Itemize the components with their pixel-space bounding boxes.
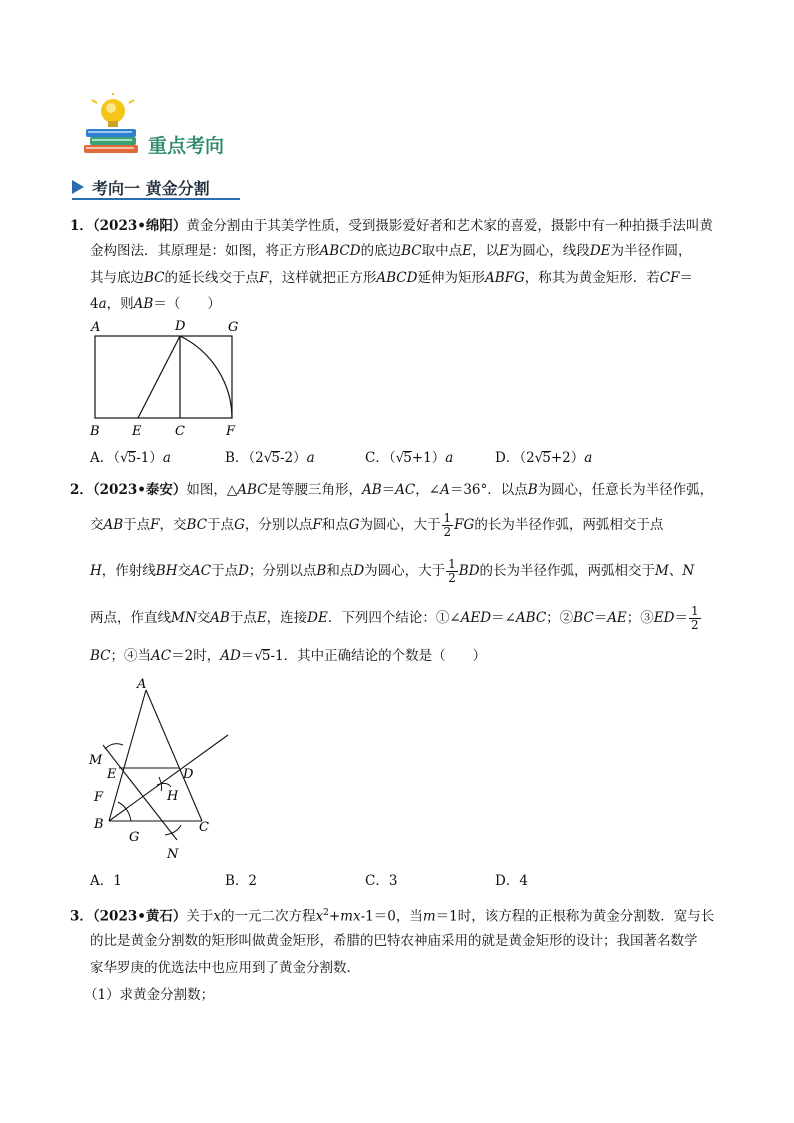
q2-isosceles-triangle-figure	[85, 675, 245, 865]
label-N: N	[167, 847, 179, 862]
fraction-half-3: $\frac{1}{2}$	[690, 604, 699, 632]
q1-line-2: 金构图法．其原理是：如图，将正方形ABCD的底边BC取中点E，以E为圆心，线段DE为半径作圆，	[90, 243, 692, 259]
label-B: B	[90, 424, 100, 439]
q2-source: （2023•泰安）	[92, 482, 187, 498]
q3-number: 3．	[70, 908, 93, 925]
triangle-arrow-icon	[72, 180, 84, 194]
q2-line-4: 两点，作直线MN交AB于点E，连接DE．下列四个结论：①∠AED＝∠ABC；②BC＝AE；③ED＝ $\frac{1}{2}$	[90, 604, 699, 632]
q2-number: 2．	[70, 482, 93, 498]
q2-option-d[interactable]: D．4	[495, 873, 528, 889]
q1-text: 黄金分割由于其美学性质，受到摄影爱好者和艺术家的喜爱，摄影中有一种拍摄手法叫黄	[186, 218, 713, 234]
q2-option-c[interactable]: C．3	[365, 873, 398, 889]
label-C: C	[175, 424, 185, 439]
label-D: D	[183, 767, 194, 782]
q1-option-a[interactable]: A．（√5-1）a	[90, 450, 171, 466]
q1-option-c[interactable]: C．（√5+1）a	[365, 450, 454, 466]
arc-dg-f	[180, 336, 232, 418]
topic-underline	[72, 198, 240, 200]
label-G: G	[228, 320, 239, 335]
q3-subquestion-1: （1）求黄金分割数；	[84, 987, 215, 1003]
q3-source: （2023•黄石）	[92, 908, 187, 925]
q1-golden-rectangle-figure	[85, 315, 255, 440]
q3-line-2: 的比是黄金分割数的矩形叫做黄金矩形，希腊的巴特农神庙采用的就是黄金矩形的设计；我国著名数学	[90, 933, 698, 949]
label-A: A	[137, 677, 147, 692]
q1-number: 1．	[70, 218, 93, 234]
section-title: 重点考向	[148, 135, 225, 157]
label-E: E	[132, 424, 142, 439]
q2-option-b[interactable]: B．2	[225, 873, 258, 889]
q1-line-3: 其与底边BC的延长线交于点F，这样就把正方形ABCD延伸为矩形ABFG，称其为黄金矩形．若CF＝	[90, 270, 693, 286]
label-H: H	[167, 789, 179, 804]
books-lightbulb-icon	[80, 93, 150, 163]
q3-line-1: 3．（2023•黄石）关于x的一元二次方程$x^2+mx-1=0$，当m＝1时，该方程的正根称为黄金分割数．宽与长	[70, 908, 715, 925]
label-F: F	[94, 790, 104, 805]
label-G: G	[129, 830, 140, 845]
q2-options	[90, 870, 690, 892]
label-B: B	[94, 817, 104, 832]
label-C: C	[199, 820, 209, 835]
label-F: F	[226, 424, 236, 439]
q2-line-1: 2．（2023•泰安）如图，△ABC是等腰三角形，AB＝AC，∠A＝36°．以点B为圆心，任意长为半径作弧，	[70, 482, 714, 498]
q1-option-d[interactable]: D．（2√5+2）a	[495, 450, 593, 466]
q2-line-2: 交AB于点F，交BC于点G，分别以点F和点G为圆心，大于 $\frac{1}{2}$ FG的长为半径作弧，两弧相交于点	[90, 511, 664, 539]
q3-line-3: 家华罗庚的优选法中也应用到了黄金分割数．	[90, 960, 360, 976]
q1-option-b[interactable]: B．（2√5-2）a	[225, 450, 315, 466]
fraction-half-1: $\frac{1}{2}$	[443, 511, 452, 539]
q2-option-a[interactable]: A．1	[90, 873, 122, 889]
label-A: A	[91, 320, 101, 335]
fraction-half-2: $\frac{1}{2}$	[448, 557, 456, 585]
q2-line-5: BC；④当AC＝2时，AD＝√5-1．其中正确结论的个数是（ ）	[90, 648, 487, 664]
q1-line-1	[70, 215, 740, 237]
topic-title: 考向一 黄金分割	[92, 179, 210, 198]
label-D: D	[175, 319, 186, 334]
rectangle-abfg	[95, 336, 232, 418]
q1-line-4: 4a，则AB＝（ ）	[90, 296, 221, 312]
segment-ed	[138, 336, 180, 418]
label-E: E	[107, 767, 117, 782]
label-M: M	[89, 753, 103, 768]
q1-source: （2023•绵阳）	[92, 218, 187, 234]
q2-line-3: H，作射线BH交AC于点D；分别以点B和点D为圆心，大于 $\frac{1}{2}$ BD的长为半径作弧，两弧相交于M、N	[90, 557, 695, 585]
